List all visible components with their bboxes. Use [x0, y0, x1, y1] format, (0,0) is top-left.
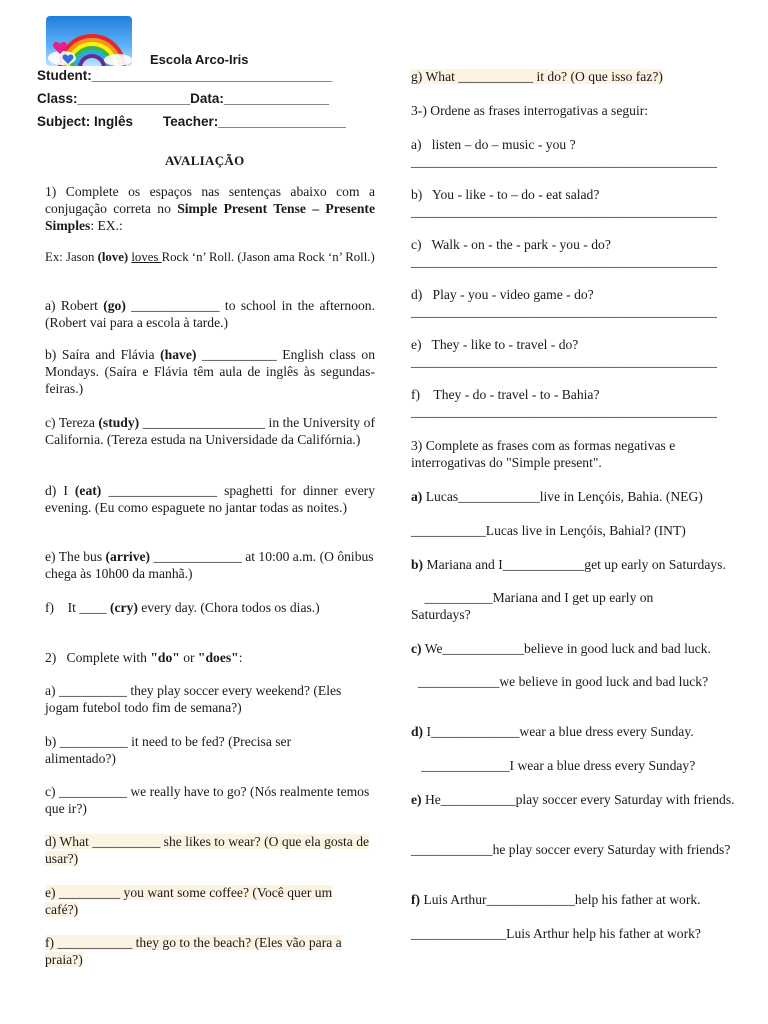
section2-intro-colon: :: [238, 650, 243, 665]
item-label: d): [411, 724, 424, 739]
section3b-item-f-int[interactable]: ______________Luis Arthur help his father at work?: [411, 926, 701, 941]
answer-line[interactable]: _____________________________________________: [411, 154, 717, 169]
section2-intro-or: or: [179, 650, 198, 665]
item-text: f) ___________ they go to the beach? (Eles vão para a praia?): [45, 935, 342, 967]
subject-teacher-field[interactable]: Subject: Inglês Teacher:_________________: [37, 114, 346, 129]
section1-intro-bold: Simple Present Tense – Presente Simples: [45, 201, 375, 233]
item-text: ________________ spaghetti for dinner every evening. (Eu como espaguete no jantar todas as noites.): [45, 483, 375, 515]
class-data-field[interactable]: Class:_______________Data:______________: [37, 91, 330, 106]
section1-item-e[interactable]: [45, 548, 375, 582]
item-verb: (arrive): [105, 549, 151, 564]
section3b-intro: 3) Complete as frases com as formas negativas e interrogativas do "Simple present".: [411, 438, 676, 470]
answer-line[interactable]: _____________________________________________: [411, 404, 717, 419]
section1-example: [45, 249, 375, 266]
section3a-item-d: d) Play - you - video game - do?: [411, 287, 594, 302]
answer-line[interactable]: _____________________________________________: [411, 204, 717, 219]
example-text-e: Rock ‘n’ Roll. (Jason ama Rock ‘n’ Roll.): [161, 250, 375, 264]
section2-intro-text: 2) Complete with: [45, 650, 151, 665]
item-label: c): [411, 641, 422, 656]
student-field[interactable]: Student:________________________________: [37, 68, 332, 83]
section3a-item-e: e) They - like to - travel - do?: [411, 337, 579, 352]
item-label: a): [411, 489, 423, 504]
section3b-item-d-int[interactable]: _____________I wear a blue dress every Sunday?: [411, 758, 696, 773]
item-text: Luis Arthur_____________help his father at work.: [420, 892, 701, 907]
example-text-a: Ex: Jason: [45, 250, 98, 264]
item-text: every day. (Chora todos os dias.): [137, 600, 320, 615]
section1-item-c[interactable]: [45, 414, 375, 448]
section2-item-g[interactable]: [411, 68, 737, 85]
item-label: e): [411, 792, 422, 807]
item-text: f) It ____: [45, 600, 110, 615]
rainbow-logo: [46, 16, 132, 66]
answer-line[interactable]: _____________________________________________: [411, 304, 717, 319]
item-text: __________________ in the University of California. (Tereza estuda na Universidade da Califórnia.): [45, 415, 375, 447]
section1-item-d[interactable]: [45, 482, 375, 516]
item-text: a) Robert: [45, 298, 104, 313]
section2-item-b[interactable]: b) __________ it need to be fed? (Precisa ser alimentado?): [45, 734, 292, 766]
section2-item-d[interactable]: [45, 833, 375, 867]
section3b-item-b-int[interactable]: __________Mariana and I get up early on Saturdays?: [411, 590, 657, 622]
section1-intro: [45, 183, 375, 234]
item-text: d) What __________ she likes to wear? (O que ela gosta de usar?): [45, 834, 370, 866]
example-answer: loves: [131, 250, 162, 264]
section1-item-a[interactable]: [45, 297, 375, 331]
item-verb: (have): [160, 347, 197, 362]
section1-item-f[interactable]: [45, 599, 375, 616]
section1-intro-text: 1) Complete os espaços nas sentenças abaixo com a conjugação correta no: [45, 184, 375, 216]
item-text: I_____________wear a blue dress every Sunday.: [423, 724, 694, 739]
section3a-item-c: c) Walk - on - the - park - you - do?: [411, 237, 611, 252]
item-verb: (cry): [109, 600, 138, 615]
section3b-item-c[interactable]: [411, 640, 729, 657]
item-text: Mariana and I____________get up early on Saturdays.: [423, 557, 726, 572]
rainbow-icon: [46, 16, 132, 66]
section3a-item-f: f) They - do - travel - to - Bahia?: [411, 387, 600, 402]
section3a-item-b: b) You - like - to – do - eat salad?: [411, 187, 600, 202]
section3b-item-a-int[interactable]: ___________Lucas live in Lençóis, Bahial? (INT): [411, 523, 686, 538]
item-label: f): [411, 892, 421, 907]
item-text: _____________ at 10:00 a.m. (O ônibus chega às 10h00 da manhã.): [45, 549, 374, 581]
item-label: b): [411, 557, 424, 572]
section3a-intro: 3-) Ordene as frases interrogativas a seguir:: [411, 103, 649, 118]
section3b-item-e[interactable]: [411, 791, 737, 808]
section3b-item-e-int[interactable]: ____________he play soccer every Saturday with friends?: [411, 842, 731, 857]
section3b-item-a[interactable]: [411, 488, 729, 505]
section2-item-c[interactable]: c) __________ we really have to go? (Nós realmente temos que ir?): [45, 784, 370, 816]
section2-intro: [45, 649, 375, 666]
item-text: b) Saíra and Flávia: [45, 347, 161, 362]
section1-intro-suffix: : EX.:: [90, 218, 123, 233]
item-text: _____________ to school in the afternoon. (Robert vai para a escola à tarde.): [45, 298, 375, 330]
answer-line[interactable]: _____________________________________________: [411, 254, 717, 269]
item-text: Lucas____________live in Lençóis, Bahia. (NEG): [422, 489, 703, 504]
item-text: He___________play soccer every Saturday with friends.: [421, 792, 735, 807]
section3b-item-d[interactable]: [411, 723, 737, 740]
section2-item-e[interactable]: [45, 884, 365, 918]
section3b-item-b[interactable]: [411, 556, 729, 573]
item-text: g) What ___________ it do? (O que isso faz?): [411, 69, 663, 84]
do-label: "do": [150, 650, 180, 665]
item-text: We____________believe in good luck and bad luck.: [421, 641, 711, 656]
item-text: ___________ English class on Mondays. (Saíra e Flávia têm aula de inglês às segundas-feiras.): [45, 347, 375, 396]
item-verb: (go): [103, 298, 126, 313]
section2-item-a[interactable]: a) __________ they play soccer every weekend? (Eles jogam futebol todo fim de semana?): [45, 683, 342, 715]
section3a-item-a: a) listen – do – music - you ?: [411, 137, 576, 152]
page-title: AVALIAÇÃO: [165, 153, 245, 168]
answer-line[interactable]: _____________________________________________: [411, 354, 717, 369]
section1-item-b[interactable]: [45, 346, 375, 397]
item-verb: (study): [98, 415, 140, 430]
item-text: e) _________ you want some coffee? (Você quer um café?): [45, 885, 333, 917]
item-text: e) The bus: [45, 549, 106, 564]
item-text: d) I: [45, 483, 75, 498]
school-name: Escola Arco-Iris: [150, 52, 249, 67]
section3b-item-f[interactable]: [411, 891, 721, 908]
example-verb: (love): [97, 250, 129, 264]
item-text: c) Tereza: [45, 415, 99, 430]
item-verb: (eat): [74, 483, 102, 498]
does-label: "does": [197, 650, 239, 665]
section3b-item-c-int[interactable]: ____________we believe in good luck and bad luck?: [411, 674, 709, 689]
section2-item-f[interactable]: [45, 934, 380, 968]
